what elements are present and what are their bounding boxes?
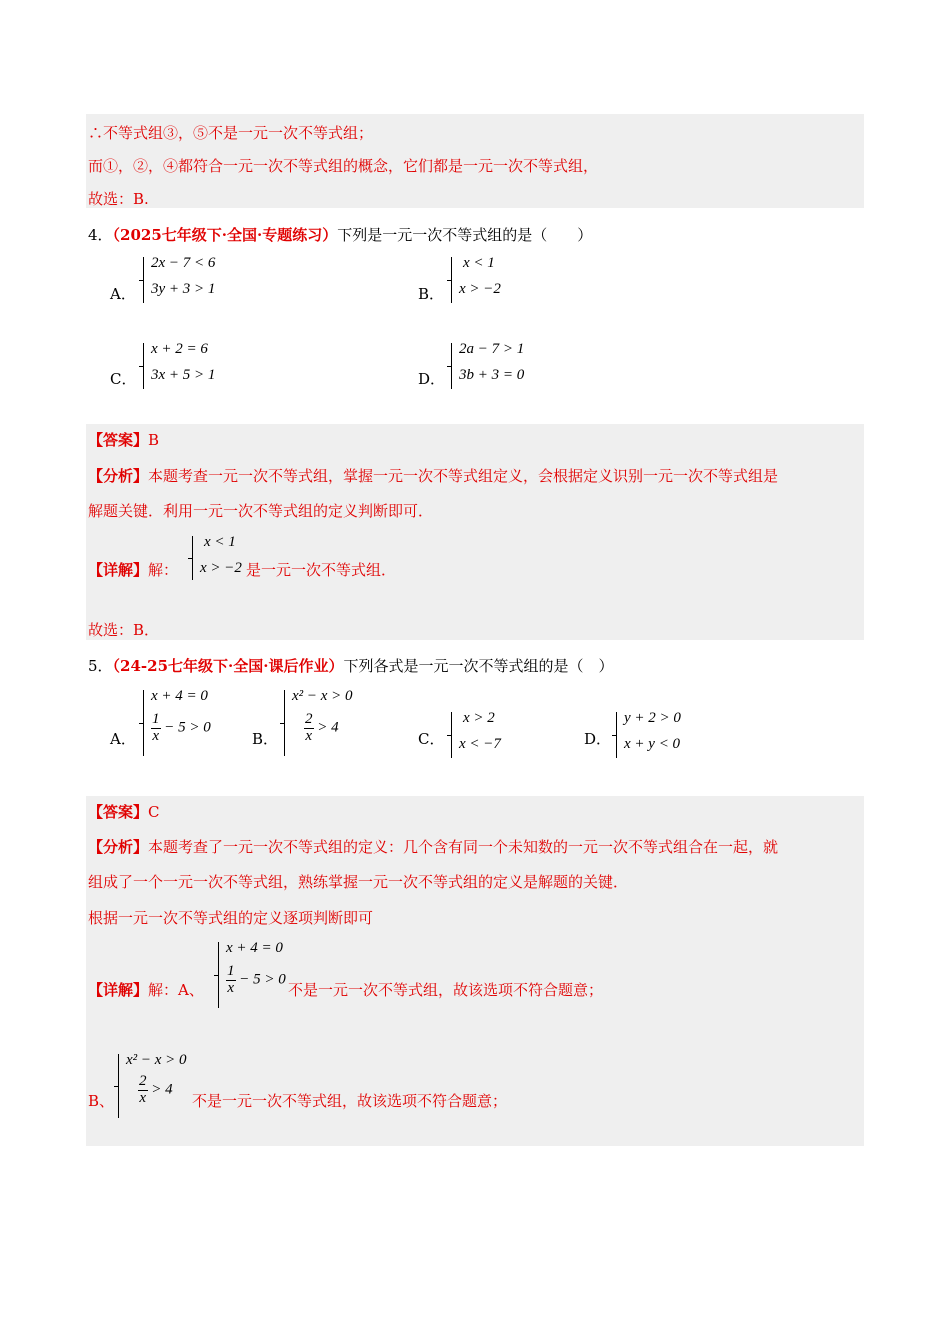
question-source: （2025七年级下·全国·专题练习）: [112, 226, 338, 244]
analysis-tag: 【分析】: [88, 838, 149, 856]
equation: x² − x > 0: [126, 1052, 187, 1068]
brace: [284, 690, 290, 756]
solution-block-3: [86, 114, 864, 208]
detail-line: [88, 979, 204, 1000]
question-source: （24-25七年级下·全国·课后作业）: [112, 657, 344, 675]
equation: $\frac{2}{x}$ > 4: [139, 1073, 173, 1106]
fraction: $\frac{1}{x}$: [152, 711, 160, 744]
brace: [192, 536, 198, 580]
solution-line: 而①，②，④都符合一元一次不等式组的概念，它们都是一元一次不等式组，: [88, 157, 599, 175]
conclusion-line: 故选：B．: [88, 621, 160, 639]
analysis-text: 本题考查一元一次不等式组，掌握一元一次不等式组定义，会根据定义识别一元一次不等式组是: [148, 467, 779, 485]
equation: x² − x > 0: [292, 688, 353, 704]
analysis-line: 解题关键．利用一元一次不等式组的定义判断即可．: [88, 502, 434, 520]
detail-suffix: 不是一元一次不等式组，故该选项不符合题意；: [288, 981, 604, 999]
option-label: A．: [110, 285, 136, 303]
solution-block-5: [86, 796, 864, 1146]
question-number: 5．: [88, 657, 113, 675]
solution-line: 故选：B.: [88, 190, 149, 208]
fraction: $\frac{2}{x}$: [139, 1073, 147, 1106]
detail-suffix: 是一元一次不等式组．: [246, 561, 397, 579]
equation: x > 2: [463, 710, 495, 726]
question-text: 下列是一元一次不等式组的是（ ）: [337, 226, 593, 244]
brace: [118, 1054, 124, 1118]
answer-line: [88, 429, 159, 450]
brace: [218, 942, 224, 1008]
option-label: D．: [584, 730, 612, 748]
detail-prefix: 解：A、: [148, 981, 204, 999]
equation: $\frac{2}{x}$ > 4: [305, 711, 339, 744]
equation: x < 1: [204, 534, 236, 550]
equation: x + 2 = 6: [151, 341, 208, 357]
equation: x + y < 0: [624, 736, 681, 752]
analysis-line: [88, 465, 778, 486]
brace: [143, 343, 149, 389]
option-label: B．: [418, 285, 445, 303]
equation: x > −2: [200, 560, 242, 576]
question-4-stem: [88, 224, 592, 245]
equation: $\frac{1}{x}$ − 5 > 0: [152, 711, 211, 744]
solution-line: ∴不等式组③，⑤不是一元一次不等式组；: [88, 124, 374, 142]
brace: [143, 257, 149, 303]
brace: [143, 690, 149, 756]
question-5-stem: [88, 655, 613, 676]
solution-block-4: [86, 424, 864, 640]
detail-prefix: 解：: [148, 561, 179, 579]
detail-suffix: 不是一元一次不等式组，故该选项不符合题意；: [192, 1092, 508, 1110]
analysis-line: [88, 836, 778, 857]
fraction: $\frac{1}{x}$: [227, 963, 235, 996]
option-label: C．: [110, 370, 137, 388]
fraction: $\frac{2}{x}$: [305, 711, 313, 744]
detail-line: [88, 559, 178, 580]
question-number: 4．: [88, 226, 113, 244]
analysis-text: 本题考查了一元一次不等式组的定义：几个含有同一个未知数的一元一次不等式组合在一起，就: [148, 838, 779, 856]
equation: 2x − 7 < 6: [151, 255, 216, 271]
detail-tag: 【详解】: [88, 981, 149, 999]
equation: x > −2: [459, 281, 501, 297]
equation: 2a − 7 > 1: [459, 341, 525, 357]
analysis-line: 根据一元一次不等式组的定义逐项判断即可: [88, 909, 374, 927]
option-label: B．: [252, 730, 279, 748]
brace: [451, 343, 457, 389]
analysis-line: 组成了一个一元一次不等式组，熟练掌握一元一次不等式组的定义是解题的关键．: [88, 873, 629, 891]
answer-tag: 【答案】: [88, 431, 149, 449]
option-label: A．: [110, 730, 136, 748]
brace: [616, 712, 622, 758]
answer-value: C: [148, 803, 160, 821]
equation: 3x + 5 > 1: [151, 367, 216, 383]
brace: [451, 257, 457, 303]
equation: x + 4 = 0: [151, 688, 208, 704]
equation: $\frac{1}{x}$ − 5 > 0: [227, 963, 286, 996]
detail-tag: 【详解】: [88, 561, 149, 579]
analysis-tag: 【分析】: [88, 467, 149, 485]
option-label: D．: [418, 370, 446, 388]
answer-line: [88, 801, 160, 822]
equation: x < −7: [459, 736, 501, 752]
brace: [451, 712, 457, 758]
equation: y + 2 > 0: [624, 710, 681, 726]
detail-line: B、: [88, 1092, 115, 1110]
equation: 3b + 3 = 0: [459, 367, 525, 383]
equation: 3y + 3 > 1: [151, 281, 216, 297]
equation: x + 4 = 0: [226, 940, 283, 956]
option-label: C．: [418, 730, 445, 748]
equation: x < 1: [463, 255, 495, 271]
answer-value: B: [148, 431, 160, 449]
question-text: 下列各式是一元一次不等式组的是（ ）: [343, 657, 614, 675]
answer-tag: 【答案】: [88, 803, 149, 821]
